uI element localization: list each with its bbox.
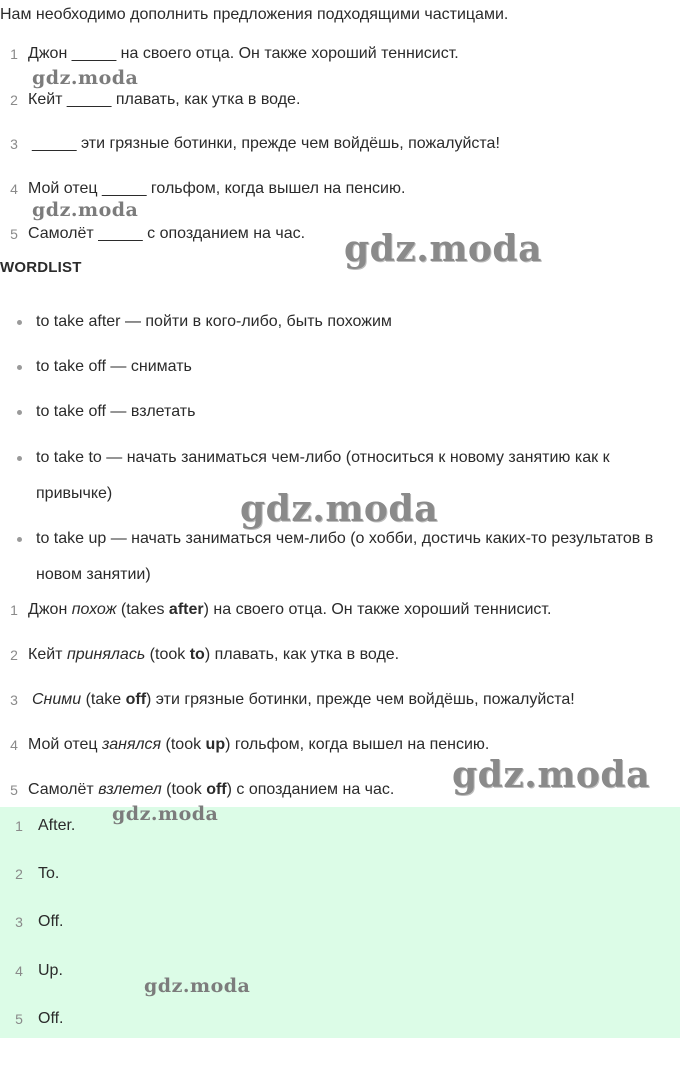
item-number: 2 <box>10 647 18 663</box>
translation-ru-word: похож <box>71 601 117 618</box>
exercise-item <box>0 42 459 66</box>
translation-mid: (took <box>161 781 207 798</box>
item-number: 3 <box>10 136 18 152</box>
item-number: 4 <box>10 181 18 197</box>
item-number: 5 <box>10 226 18 242</box>
exercise-text: Мой отец _____ гольфом, когда вышел на пенсию. <box>28 180 406 197</box>
wordlist-text: to take off — снимать <box>36 358 192 375</box>
answer-item <box>0 910 64 934</box>
bullet-dot-icon <box>17 410 22 415</box>
bullet-dot-icon <box>17 456 22 461</box>
translation-ru-word: взлетел <box>98 781 162 798</box>
translation-mid: (took <box>145 646 190 663</box>
bullet-dot-icon <box>17 320 22 325</box>
translation-mid: (take <box>81 691 126 708</box>
exercise-item <box>0 222 305 246</box>
exercise-item <box>0 132 500 156</box>
item-number: 2 <box>15 866 23 882</box>
exercise-text: Самолёт _____ с опозданием на час. <box>28 225 306 242</box>
translation-particle: after <box>168 601 204 618</box>
translation-particle: to <box>189 646 205 663</box>
translation-mid: (takes <box>116 601 169 618</box>
watermark: gdz.moda <box>344 228 542 270</box>
translation-item <box>0 598 551 622</box>
item-number: 1 <box>10 602 18 618</box>
item-number: 2 <box>10 92 18 108</box>
item-number: 3 <box>10 692 18 708</box>
answer-item <box>0 959 63 983</box>
watermark: gdz.moda <box>144 975 251 997</box>
item-number: 1 <box>15 818 23 834</box>
translation-post: ) с опозданием на час. <box>226 781 395 798</box>
watermark: gdz.moda <box>452 754 650 796</box>
translation-ru-word: Сними <box>32 691 82 708</box>
watermark: gdz.moda <box>32 199 139 221</box>
answer-text: Up. <box>38 962 63 979</box>
exercise-text: _____ эти грязные ботинки, прежде чем войдёшь, пожалуйста! <box>32 135 500 152</box>
wordlist-text: to take off — взлетать <box>36 403 196 420</box>
wordlist-text: to take after — пойти в кого-либо, быть похожим <box>36 313 392 330</box>
bullet-dot-icon <box>17 537 22 542</box>
translation-item <box>0 643 399 667</box>
translation-item <box>0 733 489 757</box>
answer-item <box>0 862 59 886</box>
wordlist-text: to take up — начать заниматься чем-либо (о хобби, достичь каких-то результатов в новом занятии) <box>36 530 654 583</box>
translation-ru-word: принялась <box>66 646 146 663</box>
translation-particle: off <box>125 691 147 708</box>
wordlist-item <box>0 521 680 593</box>
translation-pre: Джон <box>28 601 72 618</box>
wordlist-text: to take to — начать заниматься чем-либо (относиться к новому занятию как к привычке) <box>36 449 610 502</box>
wordlist-item <box>0 394 680 430</box>
exercise-text: Кейт _____ плавать, как утка в воде. <box>28 91 301 108</box>
translation-pre: Самолёт <box>28 781 99 798</box>
item-number: 3 <box>15 914 23 930</box>
wordlist-item <box>0 349 680 385</box>
translation-item <box>0 688 575 712</box>
item-number: 1 <box>10 46 18 62</box>
watermark: gdz.moda <box>32 67 139 89</box>
answer-text: After. <box>38 817 76 834</box>
item-number: 5 <box>15 1011 23 1027</box>
translation-post: ) эти грязные ботинки, прежде чем войдёшь, пожалуйста! <box>146 691 575 708</box>
answer-text: Off. <box>38 1010 64 1027</box>
translation-pre: Мой отец <box>28 736 102 753</box>
translation-post: ) гольфом, когда вышел на пенсию. <box>225 736 490 753</box>
exercise-text: Джон _____ на своего отца. Он также хороший теннисист. <box>28 45 459 62</box>
watermark: gdz.moda <box>240 488 438 530</box>
task-intro: Нам необходимо дополнить предложения подходящими частицами. <box>0 6 509 23</box>
answers-panel <box>0 807 680 1038</box>
item-number: 4 <box>10 737 18 753</box>
exercise-item <box>0 88 300 112</box>
wordlist-item <box>0 304 680 340</box>
translation-post: ) плавать, как утка в воде. <box>204 646 400 663</box>
translation-ru-word: занялся <box>102 736 162 753</box>
translation-post: ) на своего отца. Он также хороший теннисист. <box>203 601 552 618</box>
translation-particle: off <box>206 781 227 798</box>
answer-item <box>0 814 75 838</box>
translation-item <box>0 778 394 802</box>
answer-text: Off. <box>38 913 64 930</box>
answer-text: To. <box>38 865 60 882</box>
answer-item <box>0 1007 64 1031</box>
item-number: 4 <box>15 963 23 979</box>
translation-pre: Кейт <box>28 646 67 663</box>
watermark: gdz.moda <box>112 803 219 825</box>
exercise-item <box>0 177 405 201</box>
wordlist-heading: WORDLIST <box>0 259 82 276</box>
bullet-dot-icon <box>17 365 22 370</box>
translation-particle: up <box>205 736 226 753</box>
translation-mid: (took <box>161 736 206 753</box>
item-number: 5 <box>10 782 18 798</box>
